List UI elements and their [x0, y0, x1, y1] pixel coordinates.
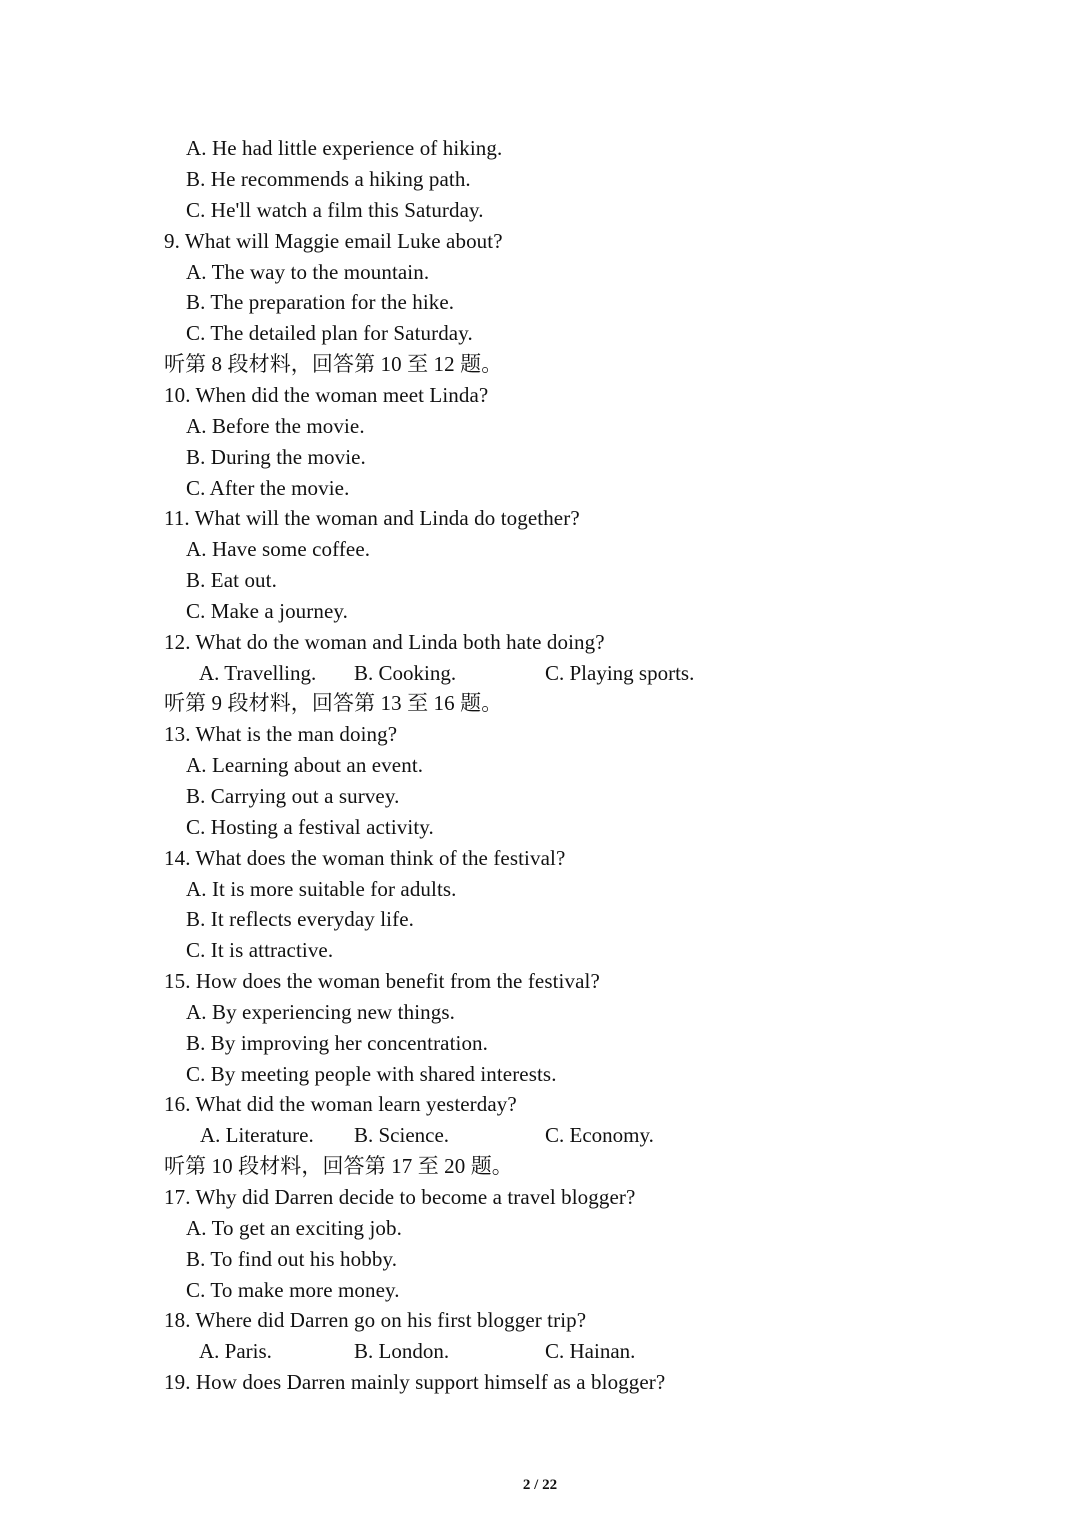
question-line: 16. What did the woman learn yesterday? [164, 1092, 517, 1116]
option-line: A. He had little experience of hiking. [186, 136, 503, 160]
option-line: A. Learning about an event. [186, 753, 424, 777]
option-line: A. The way to the mountain. [186, 260, 430, 284]
option-line: A. Have some coffee. [186, 537, 371, 561]
page-number: 2 / 22 [522, 1477, 558, 1493]
option-a: A. Paris. [199, 1339, 272, 1363]
option-b: B. Cooking. [354, 661, 457, 685]
option-line: C. By meeting people with shared interests. [186, 1062, 557, 1086]
option-line: C. To make more money. [186, 1278, 400, 1302]
option-line: B. The preparation for the hike. [186, 290, 455, 314]
question-line: 17. Why did Darren decide to become a travel blogger? [164, 1185, 636, 1209]
question-line: 12. What do the woman and Linda both hate doing? [164, 630, 605, 654]
question-line: 15. How does the woman benefit from the festival? [164, 969, 600, 993]
section-heading: 听第 9 段材料，回答第 13 至 16 题。 [164, 691, 503, 715]
option-line: A. It is more suitable for adults. [186, 877, 457, 901]
question-line: 14. What does the woman think of the festival? [164, 846, 566, 870]
option-line: B. Eat out. [186, 568, 277, 592]
option-line: C. Make a journey. [186, 599, 348, 623]
question-line: 9. What will Maggie email Luke about? [164, 229, 503, 253]
question-line: 10. When did the woman meet Linda? [164, 383, 489, 407]
option-line: C. Hosting a festival activity. [186, 815, 434, 839]
question-line: 11. What will the woman and Linda do together? [164, 506, 580, 530]
option-line: B. By improving her concentration. [186, 1031, 489, 1055]
option-line: C. After the movie. [186, 476, 350, 500]
question-line: 18. Where did Darren go on his first blogger trip? [164, 1308, 587, 1332]
option-line: B. He recommends a hiking path. [186, 167, 471, 191]
option-line: B. To find out his hobby. [186, 1247, 398, 1271]
question-line: 13. What is the man doing? [164, 722, 398, 746]
option-line: A. Before the movie. [186, 414, 365, 438]
option-a: A. Literature. [200, 1123, 314, 1147]
question-line: 19. How does Darren mainly support himself as a blogger? [164, 1370, 666, 1394]
option-b: B. London. [354, 1339, 450, 1363]
option-line: C. It is attractive. [186, 938, 334, 962]
option-line: B. Carrying out a survey. [186, 784, 400, 808]
option-line: A. To get an exciting job. [186, 1216, 402, 1240]
option-line: C. He'll watch a film this Saturday. [186, 198, 484, 222]
section-heading: 听第 10 段材料，回答第 17 至 20 题。 [164, 1154, 513, 1178]
option-line: A. By experiencing new things. [186, 1000, 455, 1024]
option-c: C. Economy. [545, 1123, 654, 1147]
option-c: C. Hainan. [545, 1339, 636, 1363]
option-c: C. Playing sports. [545, 661, 695, 685]
option-line: B. It reflects everyday life. [186, 907, 414, 931]
section-heading: 听第 8 段材料，回答第 10 至 12 题。 [164, 352, 503, 376]
option-line: C. The detailed plan for Saturday. [186, 321, 473, 345]
option-b: B. Science. [354, 1123, 450, 1147]
option-line: B. During the movie. [186, 445, 366, 469]
option-a: A. Travelling. [199, 661, 317, 685]
